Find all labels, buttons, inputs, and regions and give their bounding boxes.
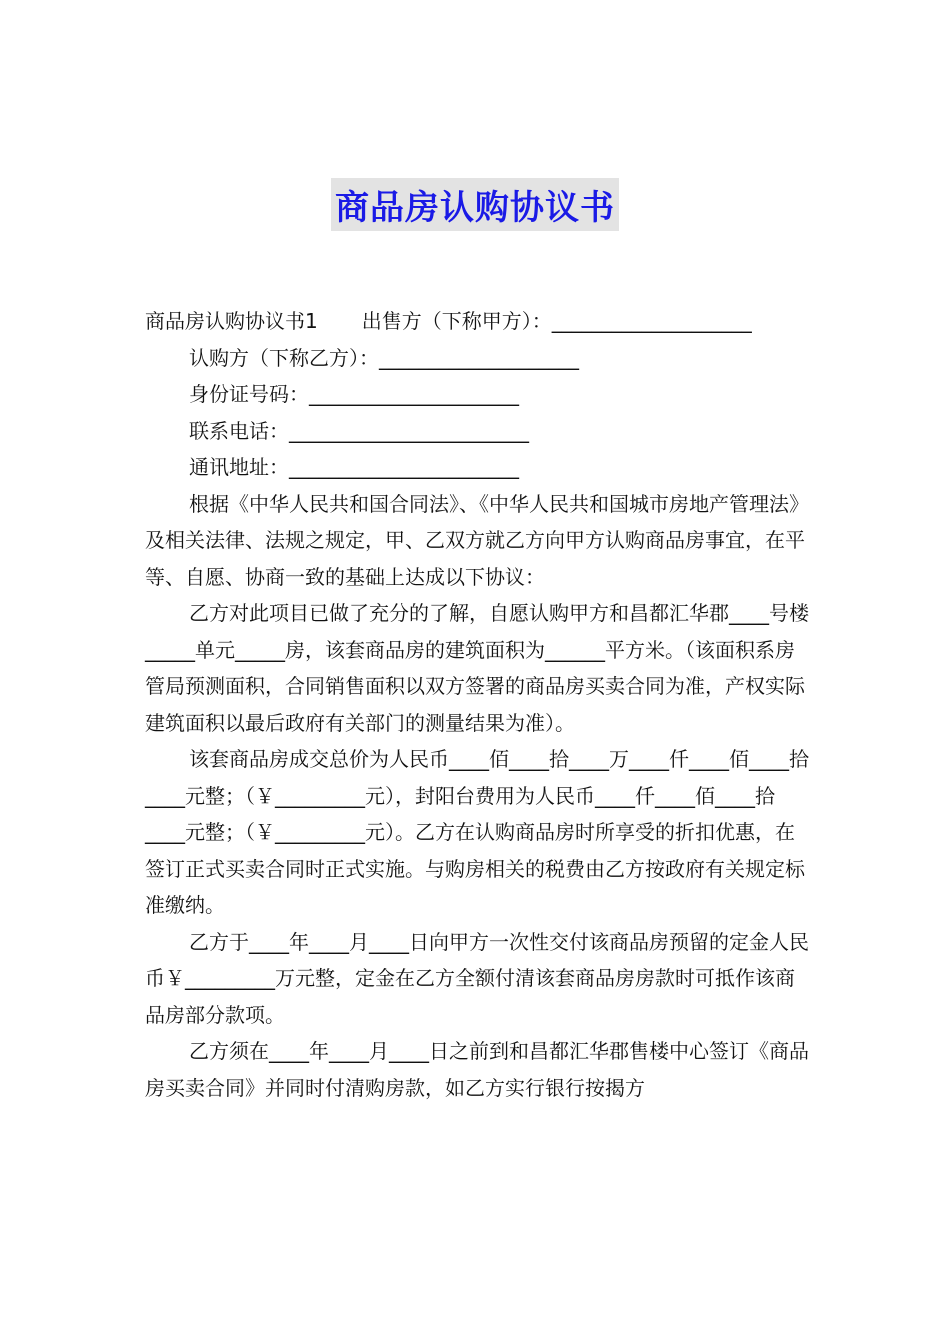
first-line xyxy=(145,303,810,340)
phone-field: 联系电话：________________________ xyxy=(189,418,529,443)
paragraph-price: 该套商品房成交总价为人民币____佰____拾____万____仟____佰____拾____元整；（￥_________元），封阳台费用为人民币____仟____佰____拾____元整；（￥_________元）。乙方在认购商品房时所享受的折扣优惠，在签订正式买卖合同时正式实施。与购房相关的税费由乙方按政府有关规定标准缴纳。 xyxy=(145,747,809,917)
address-field: 通讯地址：_______________________ xyxy=(189,455,519,479)
paragraph-deposit: 乙方于____年____月____日向甲方一次性交付该商品房预留的定金人民币￥_________万元整，定金在乙方全额付清该套商品房房款时可抵作该商品房部分款项。 xyxy=(145,929,809,1027)
title-container xyxy=(0,178,950,231)
paragraph-contract-signing: 乙方须在____年____月____日之前到和昌都汇华郡售楼中心签订《商品房买卖合同》并同时付清购房款，如乙方实行银行按揭方 xyxy=(145,1039,809,1100)
paragraph-legal-basis: 根据《中华人民共和国合同法》、《中华人民共和国城市房地产管理法》及相关法律、法规之规定，甲、乙双方就乙方向甲方认购商品房事宜，在平等、自愿、协商一致的基础上达成以下协议： xyxy=(145,491,809,589)
paragraph-property: 乙方对此项目已做了充分的了解，自愿认购甲方和昌都汇华郡____号楼_____单元_____房，该套商品房的建筑面积为______平方米。（该面积系房管局预测面积，合同销售面积以双方签署的商品房买卖合同为准，产权实际建筑面积以最后政府有关部门的测量结果为准）。 xyxy=(145,601,809,735)
seller-field: 出售方（下称甲方）：_________________ xyxy=(361,309,722,333)
buyer-field: 认购方（下称乙方）：____________________ xyxy=(189,345,579,370)
id-number-field: 身份证号码：_____________________ xyxy=(189,382,519,406)
document-title: 商品房认购协议书 xyxy=(331,178,619,231)
agreement-heading: 商品房认购协议书1 xyxy=(145,309,318,333)
seller-field-wrap: ___ xyxy=(721,309,752,333)
document-body xyxy=(145,303,810,1106)
